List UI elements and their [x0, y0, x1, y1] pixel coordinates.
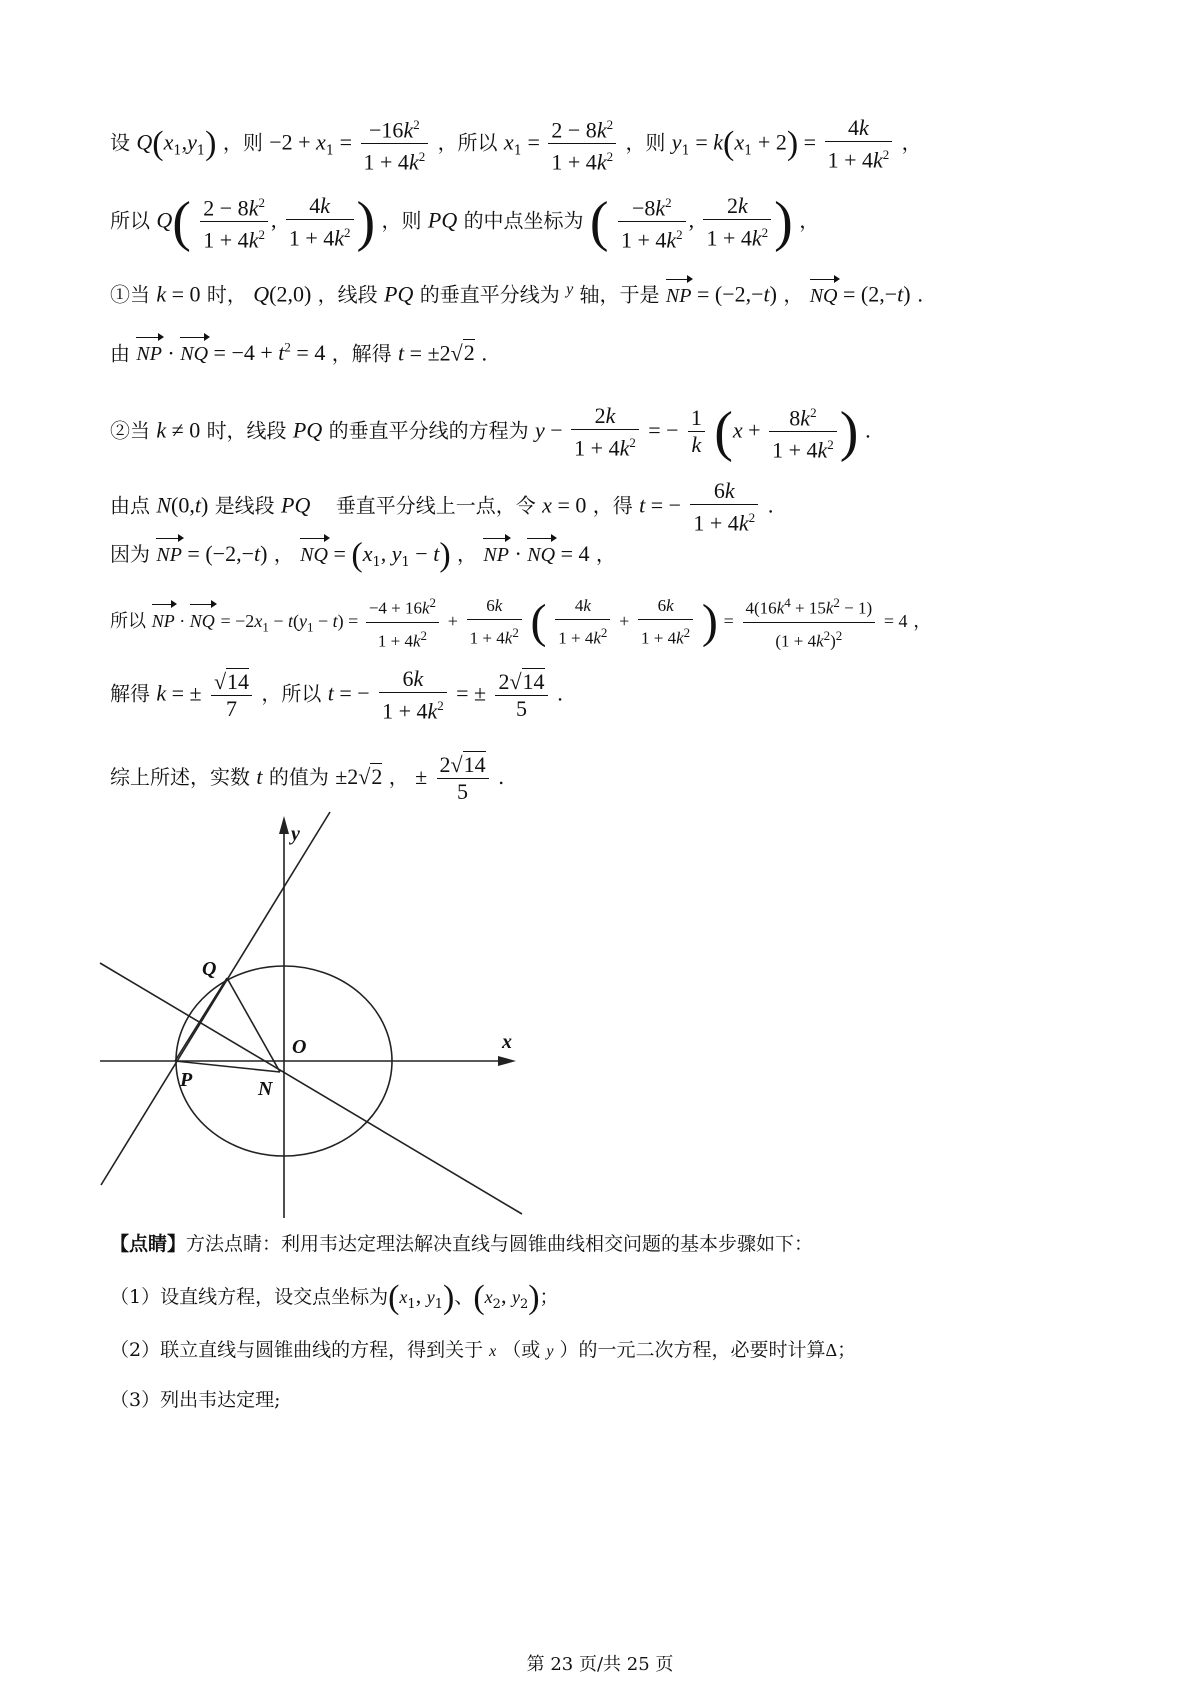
text: （3）列出韦达定理; — [110, 1389, 281, 1411]
solution-case-2: ②当 k ≠ 0 时，线段 PQ 的垂直平分线的方程为 y − $\frac{2k}{1 + 4k^2}$ = − $\frac{1}{k}$ (x + $\frac{8k^2}{1 + 4k^2}$ ) . — [110, 400, 872, 463]
notes-step-1: （1）设直线方程，设交点坐标为($x_1$, $y_1$)、($x_2$, $y_2$)； — [110, 1279, 559, 1316]
label-o: O — [292, 1036, 307, 1058]
text: ，所以 — [437, 130, 498, 155]
solution-line-8: 所以 NP · NQ = $-2x_1 - t(y_1 - t)$ = $\frac{-4 + 16k^2}{1 + 4k^2}$ + $\frac{6k}{1 + 4k^2}$ ( $\frac{4k}{1 + 4k^2}$ + $\frac{6k}{1 + 4k^2}$ ) = $\frac{4(16k^4 + 15k^2 - 1)}{(1 + 4k^2)^2}$ = 4 ， — [110, 590, 931, 654]
text: ， — [799, 208, 820, 233]
text: ②当 — [110, 418, 150, 443]
solution-line-9: 解得 k = ± $\frac{√14}{7}$ ，所以 t = − $\frac{6k}{1 + 4k^2}$ = ± $\frac{2√14}{5}$ . — [110, 666, 564, 724]
solution-case-1: ①当 k = 0 时， Q(2,0) ，线段 PQ 的垂直平分线为 $^y$ 轴，于是 NP = (−2,−t) ， NQ = (2,−t) . — [110, 276, 923, 310]
text: ； — [837, 1339, 857, 1361]
notes-title: 【点睛】 — [110, 1233, 187, 1255]
label-p: P — [180, 1069, 193, 1091]
text: （1）设直线方程，设交点坐标为 — [110, 1286, 389, 1308]
solution-line-2: 所以 Q( $\frac{2 - 8k^2}{1 + 4k^2}$ , $\frac{4k}{1 + 4k^2}$ ) ，则 PQ 的中点坐标为 ( $\frac{-8k^2}{1 + 4k^2}$ , $\frac{2k}{1 + 4k^2}$ ) ， — [110, 190, 820, 253]
text: 时， — [206, 282, 247, 307]
text: ，解得 — [331, 341, 392, 366]
text: 的垂直平分线为 — [419, 282, 560, 307]
notes-step-2: （2）联立直线与圆锥曲线的方程，得到关于 x （或 y ）的一元二次方程，必要时计算Δ； — [110, 1339, 857, 1361]
text: ①当 — [110, 282, 150, 307]
solution-line-1: 设 $Q(x_1,y_1)$ ，则 $-2 + x_1$ = $\frac{-16k^2}{1 + 4k^2}$ ，所以 $x_1$ = $\frac{2 - 8k^2}{1 + 4k^2}$ ，则 $y_1 = k(x_1 + 2)$ = $\frac{4k}{1 + 4k^2}$ ， — [110, 112, 922, 176]
text: 所以 — [110, 611, 146, 633]
text: ， — [273, 542, 294, 566]
text: ， — [901, 130, 922, 155]
text: ， — [595, 542, 616, 566]
label-x: x — [502, 1031, 512, 1053]
page-footer: 第 23 页/共 25 页 — [526, 1654, 674, 1675]
solution-conclusion: 综上所述，实数 t 的值为 ±2√2 ， ± $\frac{2√14}{5}$ . — [110, 752, 505, 804]
text: 的值为 — [268, 765, 329, 789]
text: 由 — [110, 341, 130, 366]
geometry-figure — [98, 810, 538, 1220]
text: ）的一元二次方程，必要时计算 — [559, 1339, 826, 1361]
label-y: y — [291, 823, 300, 845]
text: 综上所述，实数 — [110, 765, 250, 789]
solution-line-6: 由点 N(0,t) 是线段 PQ 垂直平分线上一点，令 x = 0 ，得 t = − $\frac{6k}{1 + 4k^2}$ . — [110, 478, 774, 536]
text: ，则 — [381, 208, 422, 233]
text: . — [767, 493, 774, 518]
text: . — [916, 282, 924, 307]
notes-intro — [110, 1230, 813, 1258]
text: 设 — [110, 130, 130, 155]
text: 因为 — [110, 542, 150, 566]
line-pq — [101, 812, 330, 1185]
text: 、 — [454, 1286, 474, 1308]
segment-qn — [227, 978, 280, 1072]
text: 时，线段 — [206, 418, 287, 443]
text: （2）联立直线与圆锥曲线的方程，得到关于 — [110, 1339, 484, 1361]
notes-step-3 — [110, 1386, 281, 1414]
text: 是线段 — [214, 493, 275, 518]
text: 轴，于是 — [579, 282, 660, 307]
text: 的中点坐标为 — [463, 208, 584, 233]
segment-pq — [175, 978, 227, 1061]
text: （或 — [502, 1339, 541, 1361]
text: 垂直平分线上一点，令 — [335, 493, 536, 518]
y-axis-arrow — [279, 816, 289, 834]
text: . — [497, 765, 505, 789]
text: ， — [783, 282, 804, 307]
text: ，则 — [625, 130, 666, 155]
text: 所以 — [110, 208, 150, 233]
solution-line-4: 由 NP · NQ = $-4 + t^2 = 4$ ，解得 t = ±2√2 . — [110, 334, 487, 368]
text: ，线段 — [317, 282, 378, 307]
solution-line-7: 因为 NP = (−2,−t) ， NQ = ($x_1$, $y_1 - t$) ， NP · NQ = 4 ， — [110, 536, 616, 574]
text: 的垂直平分线的方程为 — [328, 418, 529, 443]
text: ，得 — [592, 493, 633, 518]
text: ，所以 — [261, 681, 322, 706]
text: . — [556, 681, 564, 706]
text: ； — [539, 1286, 559, 1308]
text: ，则 — [222, 130, 263, 155]
text: ， — [913, 611, 932, 633]
label-n: N — [258, 1078, 273, 1100]
perpendicular-bisector — [100, 963, 522, 1214]
text: 由点 — [110, 493, 150, 518]
text: 解得 — [110, 681, 150, 706]
text: 方法点睛：利用韦达定理法解决直线与圆锥曲线相交问题的基本步骤如下： — [186, 1233, 814, 1255]
text: ， — [388, 765, 409, 789]
label-q: Q — [202, 958, 217, 980]
text: . — [481, 341, 488, 366]
text: . — [864, 418, 872, 443]
text: ， — [457, 542, 478, 566]
x-axis-arrow — [498, 1056, 516, 1066]
